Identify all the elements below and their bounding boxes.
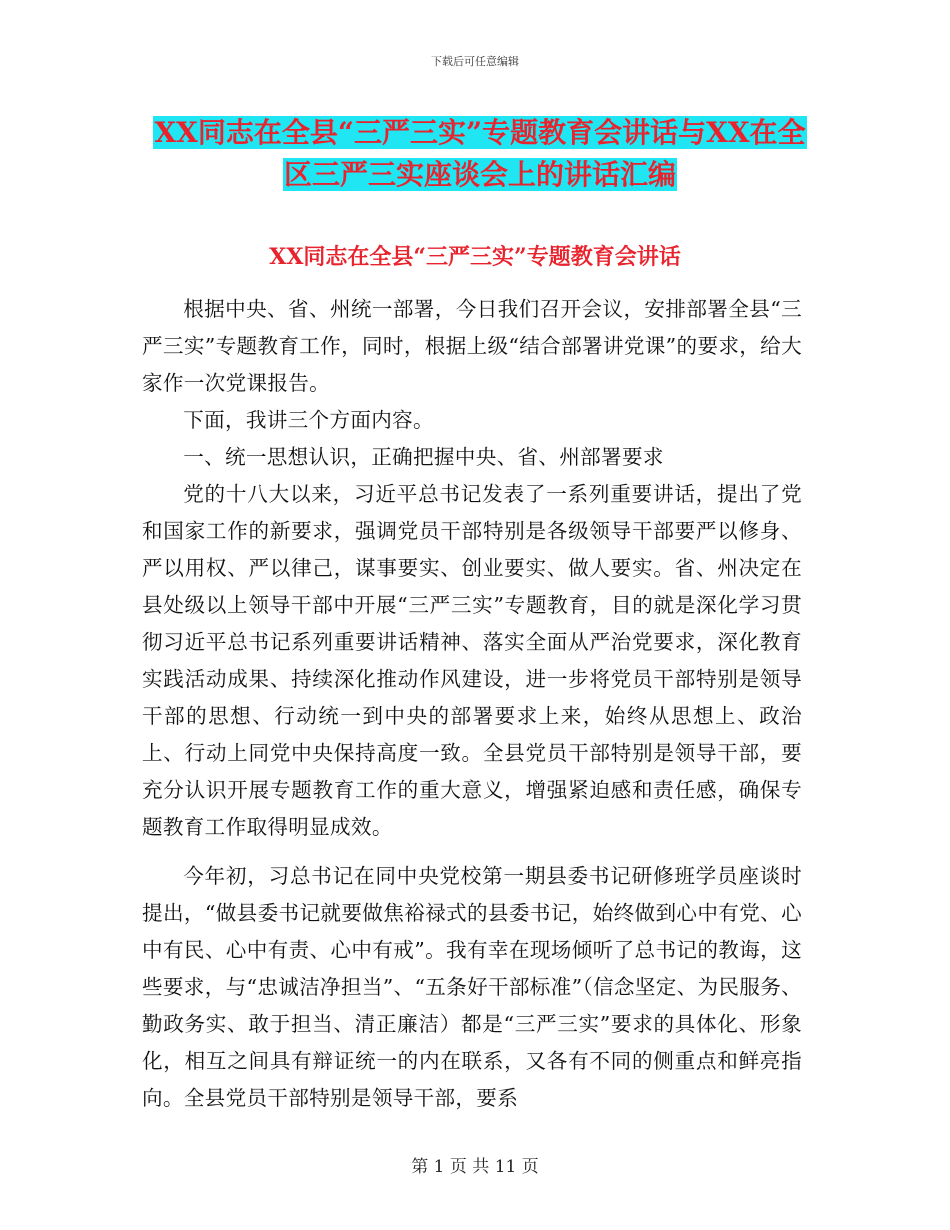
header-note: 下载后可任意编辑 xyxy=(431,55,519,68)
section-heading: 一、统一思想认识，正确把握中央、省、州部署要求 xyxy=(183,445,664,469)
page-footer: 第 1 页 共 11 页 xyxy=(411,1157,539,1177)
paragraph: 根据中央、省、州统一部署，今日我们召开会议，安排部署全县“三严三实”专题教育工作，同时，根据上级“结合部署讲党课”的要求，给大家作一次党课报告。 xyxy=(142,297,802,395)
section-title: XX同志在全县“三严三实”专题教育会讲话 xyxy=(269,244,681,270)
paragraph: 下面，我讲三个方面内容。 xyxy=(183,408,434,432)
main-title-text-2: 区三严三实座谈会上的讲话汇编 xyxy=(283,158,676,191)
document-body xyxy=(142,291,802,1117)
paragraph: 今年初，习总书记在同中央党校第一期县委书记研修班学员座谈时提出，“做县委书记就要做焦裕禄式的县委书记，始终做到心中有党、心中有民、心中有责、心中有戒”。我有幸在现场倾听了总书记的教诲，这些要求，与“忠诚洁净担当”、“五条好干部标准”（信念坚定、为民服务、勤政务实、敢于担当、清正廉洁）都是“三严三实”要求的具体化、形象化，相互之间具有辩证统一的内在联系，又各有不同的侧重点和鲜亮指向。全县党员干部特别是领导干部，要系 xyxy=(142,864,802,1110)
paragraph: 党的十八大以来，习近平总书记发表了一系列重要讲话，提出了党和国家工作的新要求，强调党员干部特别是各级领导干部要严以修身、严以用权、严以律己，谋事要实、创业要实、做人要实。省、州决定在县处级以上领导干部中开展“三严三实”专题教育，目的就是深化学习贯彻习近平总书记系列重要讲话精神、落实全面从严治党要求，深化教育实践活动成果、持续深化推动作风建设，进一步将党员干部特别是领导干部的思想、行动统一到中央的部署要求上来，始终从思想上、政治上、行动上同党中央保持高度一致。全县党员干部特别是领导干部，要充分认识开展专题教育工作的重大意义，增强紧迫感和责任感，确保专题教育工作取得明显成效。 xyxy=(142,482,802,839)
main-title-text-1: XX同志在全县“三严三实”专题教育会讲话与XX在全 xyxy=(154,116,806,149)
main-title-line-2 xyxy=(140,150,820,200)
